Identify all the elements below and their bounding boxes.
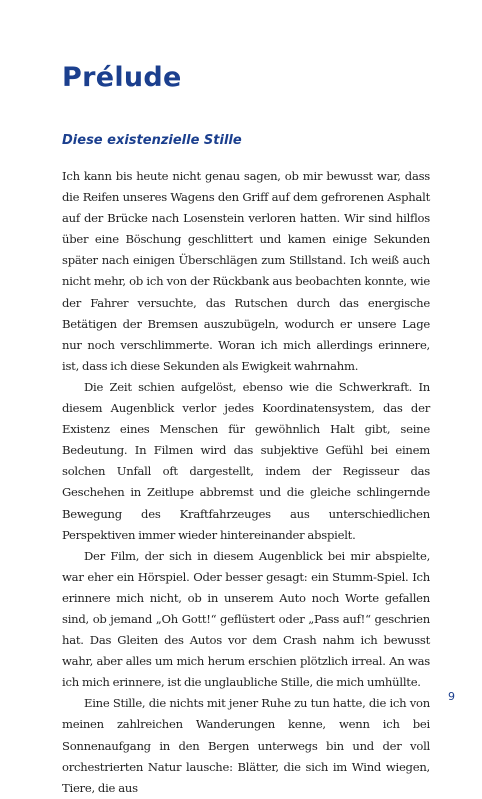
body-text [62, 166, 430, 799]
paragraph: Der Film, der sich in diesem Augenblick bei mir abspielte, war eher ein Hörspiel. Oder besser gesagt: ein Stumm-Spiel. Ich erinnere mich nicht, ob in unserem Auto noch Worte gefallen sind, ob jemand „Oh Gott!“ geflüstert oder „Pass auf!“ geschrien hat. Das Gleiten des Autos vor dem Crash nahm ich bewusst wahr, aber alles um mich herum erschien plötzlich irreal. An was ich mich erinnere, ist die unglaubliche Stille, die mich umhüllte. [62, 548, 430, 690]
paragraph: Ich kann bis heute nicht genau sagen, ob mir bewusst war, dass die Reifen unseres Wagens den Griff auf dem gefrorenen Asphalt auf der Brücke nach Losenstein verloren hatten. Wir sind hilflos über eine Böschung geschlittert und kamen einige Sekunden später nach einigen Überschlägen zum Stillstand. Ich weiß auch nicht mehr, ob ich von der Rückbank aus beobachten konnte, wie der Fahrer versuchte, das Rutschen durch das energische Betätigen der Bremsen auszubügeln, wodurch er unsere Lage nur noch verschlimmerte. Woran ich mich allerdings erinnere, ist, dass ich diese Sekunden als Ewigkeit wahrnahm. [62, 169, 430, 373]
chapter-title: Prélude [62, 62, 182, 93]
page-number: 9 [448, 690, 455, 703]
chapter-subtitle: Diese existenzielle Stille [62, 133, 242, 148]
paragraph: Eine Stille, die nichts mit jener Ruhe zu tun hatte, die ich von meinen zahlreichen Wanderungen kenne, wenn ich bei Sonnenaufgang in den Bergen unterwegs bin und der voll orchestrierten Natur lausche: Blätter, die sich im Wind wiegen, Tiere, die aus [62, 696, 430, 795]
paragraph: Die Zeit schien aufgelöst, ebenso wie die Schwerkraft. In diesem Augenblick verlor jedes Koordinatensystem, das der Existenz eines Menschen für gewöhnlich Halt gibt, seine Bedeutung. In Filmen wird das subjektive Gefühl bei einem solchen Unfall oft dargestellt, indem der Regisseur das Geschehen in Zeitlupe abbremst und die gleiche schlingernde Bewegung des Kraftfahrzeuges aus unterschiedlichen Perspektiven immer wieder hintereinander abspielt. [62, 379, 430, 542]
